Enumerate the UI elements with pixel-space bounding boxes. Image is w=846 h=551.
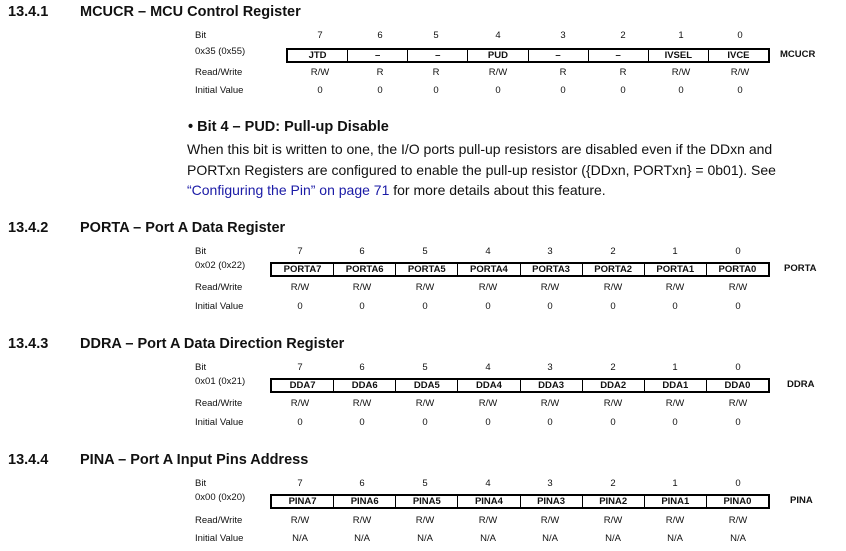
initial-value-label: Initial Value — [195, 301, 244, 312]
address-label: 0x01 (0x21) — [195, 376, 246, 387]
bit-number: 1 — [672, 478, 678, 489]
read-write-label: Read/Write — [195, 67, 243, 78]
bit-field: IVSEL — [648, 50, 708, 61]
initial-value: N/A — [542, 533, 558, 544]
initial-value: 0 — [359, 417, 365, 428]
initial-value-label: Initial Value — [195, 85, 244, 96]
initial-value: N/A — [417, 533, 433, 544]
bit-field: DDA0 — [706, 380, 768, 391]
initial-value: N/A — [292, 533, 308, 544]
section-number: 13.4.1 — [8, 4, 49, 20]
section-title: PINA – Port A Input Pins Address — [80, 452, 309, 468]
rw-value: R/W — [603, 398, 623, 409]
bit-number: 3 — [560, 30, 566, 41]
bit-label: Bit — [195, 246, 207, 257]
rw-value: R/W — [352, 515, 372, 526]
bit-field: DDA2 — [582, 380, 644, 391]
register-name: DDRA — [787, 379, 815, 390]
section-number: 13.4.4 — [8, 452, 49, 468]
bit-number: 7 — [317, 30, 323, 41]
pud-text-line — [187, 180, 606, 201]
rw-value: R/W — [603, 282, 623, 293]
initial-value: 0 — [485, 301, 491, 312]
bit-field: PORTA7 — [283, 264, 322, 275]
initial-value: 0 — [377, 85, 383, 96]
rw-value: R/W — [540, 282, 560, 293]
rw-value: R/W — [665, 282, 685, 293]
rw-value: R/W — [478, 515, 498, 526]
initial-value: 0 — [297, 417, 303, 428]
rw-value: R/W — [540, 515, 560, 526]
rw-value: R/W — [728, 515, 748, 526]
rw-value: R/W — [290, 515, 310, 526]
bit-number: 1 — [678, 30, 684, 41]
initial-value: 0 — [495, 85, 501, 96]
bit-number: 0 — [735, 478, 741, 489]
rw-value: R/W — [671, 67, 691, 78]
bit-field: PINA0 — [706, 496, 768, 507]
bit-field: PINA6 — [333, 496, 395, 507]
initial-value: 0 — [433, 85, 439, 96]
initial-value: 0 — [672, 301, 678, 312]
pud-text-line: When this bit is written to one, the I/O ports pull-up resistors are disabled even if the DDxn and — [187, 141, 773, 157]
initial-value: N/A — [667, 533, 683, 544]
bit-number: 2 — [610, 246, 616, 257]
initial-value: N/A — [605, 533, 621, 544]
bit-field: PINA7 — [288, 496, 317, 507]
bit-field: DDA6 — [333, 380, 395, 391]
initial-value: 0 — [547, 417, 553, 428]
pud-heading: • Bit 4 – PUD: Pull-up Disable — [188, 119, 389, 135]
section-title: MCUCR – MCU Control Register — [80, 4, 301, 20]
bit-number: 6 — [377, 30, 383, 41]
rw-value: R/W — [352, 398, 372, 409]
initial-value: 0 — [620, 85, 626, 96]
initial-value-label: Initial Value — [195, 533, 244, 544]
rw-value: R — [619, 67, 627, 78]
bit-field: DDA7 — [289, 380, 316, 391]
bit-number: 6 — [359, 362, 365, 373]
bit-field: IVCE — [708, 50, 768, 61]
bit-number: 6 — [359, 478, 365, 489]
initial-value: 0 — [359, 301, 365, 312]
rw-value: R/W — [290, 282, 310, 293]
address-label: 0x02 (0x22) — [195, 260, 246, 271]
bit-field: DDA4 — [457, 380, 519, 391]
rw-value: R/W — [540, 398, 560, 409]
bit-number: 5 — [422, 362, 428, 373]
bit-field: PORTA1 — [644, 264, 706, 275]
bit-field: – — [347, 50, 407, 61]
bit-field: PORTA3 — [520, 264, 582, 275]
bit-number: 6 — [359, 246, 365, 257]
register-bit-fields — [270, 378, 770, 393]
rw-value: R/W — [478, 282, 498, 293]
pud-text-rest: for more details about this feature. — [389, 182, 606, 198]
bit-field: PINA5 — [395, 496, 457, 507]
bit-field: PORTA2 — [582, 264, 644, 275]
rw-value: R/W — [310, 67, 330, 78]
rw-value: R/W — [603, 515, 623, 526]
initial-value: 0 — [735, 417, 741, 428]
bit-number: 7 — [297, 362, 303, 373]
rw-value: R/W — [478, 398, 498, 409]
initial-value: 0 — [610, 301, 616, 312]
bit-field: – — [407, 50, 467, 61]
bit-number: 4 — [495, 30, 501, 41]
bit-field: PINA1 — [644, 496, 706, 507]
bit-field: DDA3 — [520, 380, 582, 391]
rw-value: R/W — [415, 398, 435, 409]
initial-value: 0 — [560, 85, 566, 96]
initial-value: 0 — [422, 301, 428, 312]
bit-field: PORTA0 — [706, 264, 768, 275]
read-write-label: Read/Write — [195, 398, 243, 409]
bit-field: PORTA6 — [333, 264, 395, 275]
rw-value: R/W — [415, 515, 435, 526]
initial-value: 0 — [737, 85, 743, 96]
bit-number: 5 — [422, 246, 428, 257]
bit-field: – — [528, 50, 588, 61]
bit-field: PINA3 — [520, 496, 582, 507]
bit-number: 3 — [547, 246, 553, 257]
initial-value: 0 — [672, 417, 678, 428]
address-label: 0x35 (0x55) — [195, 46, 246, 57]
bit-field: PUD — [467, 50, 527, 61]
bit-label: Bit — [195, 30, 207, 41]
rw-value: R/W — [415, 282, 435, 293]
initial-value: 0 — [485, 417, 491, 428]
register-name: PINA — [790, 495, 813, 506]
initial-value: N/A — [730, 533, 746, 544]
register-bit-fields — [270, 494, 770, 509]
bit-number: 0 — [735, 362, 741, 373]
initial-value: 0 — [678, 85, 684, 96]
section-title: PORTA – Port A Data Register — [80, 220, 286, 236]
rw-value: R/W — [728, 282, 748, 293]
initial-value: 0 — [422, 417, 428, 428]
bit-number: 3 — [547, 362, 553, 373]
read-write-label: Read/Write — [195, 515, 243, 526]
bit-number: 3 — [547, 478, 553, 489]
bit-number: 0 — [735, 246, 741, 257]
rw-value: R/W — [730, 67, 750, 78]
initial-value: 0 — [297, 301, 303, 312]
bit-field: DDA5 — [395, 380, 457, 391]
bit-number: 1 — [672, 362, 678, 373]
rw-value: R/W — [352, 282, 372, 293]
bit-number: 4 — [485, 362, 491, 373]
bit-number: 2 — [610, 362, 616, 373]
initial-value: N/A — [480, 533, 496, 544]
initial-value: 0 — [547, 301, 553, 312]
section-title: DDRA – Port A Data Direction Register — [80, 336, 345, 352]
bit-field: PINA4 — [457, 496, 519, 507]
bit-field: DDA1 — [644, 380, 706, 391]
bit-number: 0 — [737, 30, 743, 41]
bit-number: 2 — [610, 478, 616, 489]
bit-number: 4 — [485, 478, 491, 489]
section-number: 13.4.2 — [8, 220, 49, 236]
bit-field: PORTA5 — [395, 264, 457, 275]
configuring-pin-link[interactable]: “Configuring the Pin” on page 71 — [187, 182, 390, 198]
section-number: 13.4.3 — [8, 336, 49, 352]
bit-number: 7 — [297, 478, 303, 489]
rw-value: R — [376, 67, 384, 78]
bit-number: 1 — [672, 246, 678, 257]
initial-value: 0 — [610, 417, 616, 428]
register-name: MCUCR — [780, 49, 816, 60]
initial-value-label: Initial Value — [195, 417, 244, 428]
bit-number: 2 — [620, 30, 626, 41]
bit-label: Bit — [195, 362, 207, 373]
initial-value: 0 — [317, 85, 323, 96]
bit-number: 4 — [485, 246, 491, 257]
initial-value: N/A — [354, 533, 370, 544]
rw-value: R/W — [488, 67, 508, 78]
rw-value: R/W — [290, 398, 310, 409]
bit-field: – — [588, 50, 648, 61]
rw-value: R/W — [728, 398, 748, 409]
register-bit-fields — [286, 48, 770, 63]
bit-number: 5 — [433, 30, 439, 41]
register-bit-fields — [270, 262, 770, 277]
rw-value: R/W — [665, 398, 685, 409]
rw-value: R — [432, 67, 440, 78]
rw-value: R — [559, 67, 567, 78]
bit-label: Bit — [195, 478, 207, 489]
read-write-label: Read/Write — [195, 282, 243, 293]
bit-field: JTD — [308, 50, 327, 61]
address-label: 0x00 (0x20) — [195, 492, 246, 503]
pud-text-line: PORTxn Registers are configured to enable the pull-up resistor ({DDxn, PORTxn} = 0b01). See — [187, 162, 776, 178]
bit-field: PINA2 — [582, 496, 644, 507]
rw-value: R/W — [665, 515, 685, 526]
initial-value: 0 — [735, 301, 741, 312]
bit-field: PORTA4 — [457, 264, 519, 275]
bit-number: 7 — [297, 246, 303, 257]
bit-number: 5 — [422, 478, 428, 489]
register-name: PORTA — [784, 263, 817, 274]
